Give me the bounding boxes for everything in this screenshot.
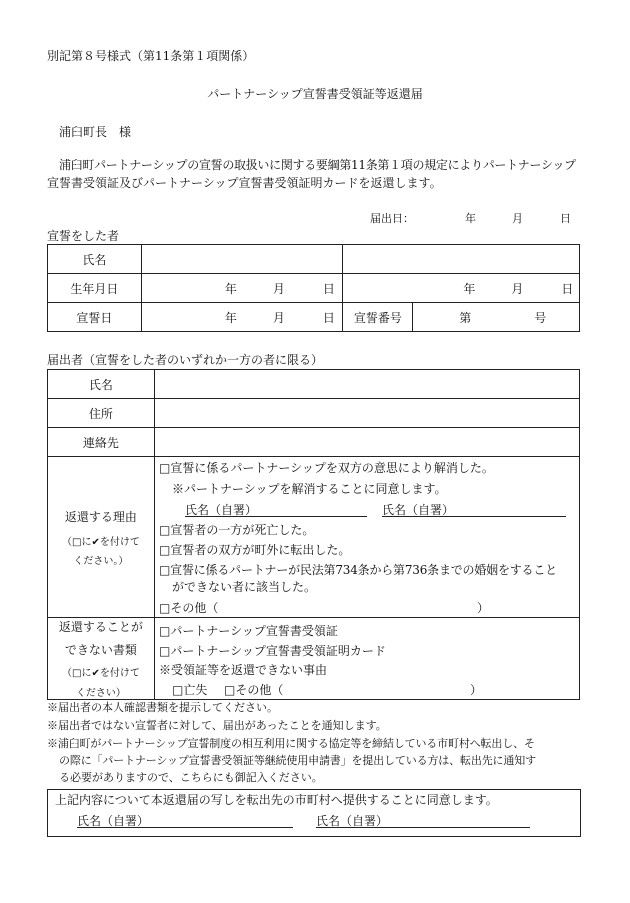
unreturnable-label-1: 返還することが	[58, 620, 143, 634]
oath-name-label: 氏名	[48, 245, 142, 274]
consent-text: 上記内容について本返還届の写しを転出先の市町村へ提供することに同意します。	[55, 793, 498, 807]
notifier-address-field[interactable]	[154, 399, 579, 428]
reason-signature-label-1: 氏名（自署）	[185, 503, 258, 517]
reason-option-other-close: ）	[477, 601, 490, 615]
oath-date-label: 宣誓日	[48, 303, 142, 332]
oath-name-field-1[interactable]	[141, 245, 343, 274]
note-transfer-line-1: ※浦臼町がパートナーシップ宣誓制度の相互利用に関する協定等を締結している市町村へ転出し、そ	[47, 737, 535, 750]
reason-signature-line-1[interactable]	[185, 516, 367, 517]
filing-date-label: 届出日：	[370, 212, 414, 225]
page-title: パートナーシップ宣誓書受領証等返還届	[207, 87, 423, 101]
birth-date-field-1[interactable]: 年 月 日	[141, 274, 343, 303]
reason-signature-line-2[interactable]	[382, 516, 566, 517]
reason-option-other[interactable]: □その他（	[159, 601, 219, 615]
intro-line-2: 宣誓書受領証及びパートナーシップ宣誓書受領証明カードを返還します。	[47, 176, 442, 190]
note-notification: ※届出者ではない宣誓者に対して、届出があったことを通知します。	[47, 719, 387, 732]
oath-name-field-2[interactable]	[343, 245, 580, 274]
return-reason-label-cell	[48, 457, 155, 618]
reason-option-death[interactable]: □宣誓者の一方が死亡した。	[159, 523, 315, 537]
notifier-address-label: 住所	[48, 399, 155, 428]
notifier-contact-field[interactable]	[154, 428, 579, 457]
filing-date-month: 月	[512, 212, 523, 225]
oath-table	[47, 244, 580, 332]
unreturnable-note-1: （□に✔を付けて	[62, 668, 140, 679]
notifier-section-heading: 届出者（宣誓をした者のいずれか一方の者に限る）	[47, 353, 324, 367]
intro-line-1: 浦臼町パートナーシップの宣誓の取扱いに関する要綱第11条第１項の規定によりパートナーシップ	[59, 158, 576, 172]
consent-signature-label-1: 氏名（自署）	[77, 814, 150, 828]
unreturnable-item-certificate[interactable]: □パートナーシップ宣誓書受領証	[159, 624, 338, 638]
reason-option-mutual-dissolution[interactable]: □宣誓に係るパートナーシップを双方の意思により解消した。	[159, 461, 494, 475]
unreturnable-reason-other[interactable]: □その他（	[224, 683, 284, 697]
birth-date-field-2[interactable]: 年 月 日	[343, 274, 580, 303]
reason-option-marriage-ineligible[interactable]: □宣誓に係るパートナーが民法第734条から第736条までの婚姻をすること	[159, 563, 557, 577]
notifier-contact-label: 連絡先	[48, 428, 155, 457]
unreturnable-reason-other-close: ）	[470, 683, 483, 697]
filing-date-day: 日	[560, 212, 571, 225]
return-reason-note-1: （□に✔を付けて	[62, 536, 140, 548]
consent-signature-line-2[interactable]	[316, 827, 530, 828]
unreturnable-item-card[interactable]: □パートナーシップ宣誓書受領証明カード	[159, 644, 386, 658]
oath-number-label: 宣誓番号	[343, 303, 413, 332]
consent-signature-label-2: 氏名（自署）	[316, 814, 389, 828]
filing-date-year: 年	[465, 212, 476, 225]
oath-number-field[interactable]: 第 号	[413, 303, 580, 332]
unreturnable-note-2: ください）	[75, 688, 126, 699]
unreturnable-label-2: できない書類	[64, 643, 137, 657]
return-reason-label: 返還する理由	[64, 509, 137, 524]
unreturnable-reason-lost[interactable]: □亡失	[172, 683, 208, 697]
oath-section-heading: 宣誓をした者	[47, 229, 120, 243]
birth-date-label: 生年月日	[48, 274, 142, 303]
addressee: 浦臼町長 様	[59, 125, 132, 139]
reason-option-consent-note: ※パートナーシップを解消することに同意します。	[172, 482, 447, 496]
form-id: 別記第８号様式（第11条第１項関係）	[47, 49, 255, 63]
note-transfer-line-3: る必要がありますので、こちらにも御記入ください。	[59, 771, 323, 784]
unreturnable-reason-heading: ※受領証等を返還できない事由	[159, 663, 328, 677]
note-transfer-line-2: の際に「パートナーシップ宣誓書受領証等継続使用申請書」を提出している方は、転出先に通知す	[59, 754, 536, 767]
notifier-name-label: 氏名	[48, 370, 155, 399]
reason-signature-label-2: 氏名（自署）	[382, 503, 455, 517]
notifier-name-field[interactable]	[154, 370, 579, 399]
reason-option-marriage-ineligible-2: ができない者に該当した。	[172, 580, 317, 594]
note-id-check: ※届出者の本人確認書類を提示してください。	[47, 701, 278, 714]
unreturnable-label-cell	[48, 618, 155, 700]
reason-option-moved-out[interactable]: □宣誓者の双方が町外に転出した。	[159, 543, 351, 557]
return-reason-note-2: ください。）	[73, 555, 129, 567]
consent-signature-line-1[interactable]	[77, 827, 293, 828]
oath-date-field[interactable]: 年 月 日	[141, 303, 343, 332]
